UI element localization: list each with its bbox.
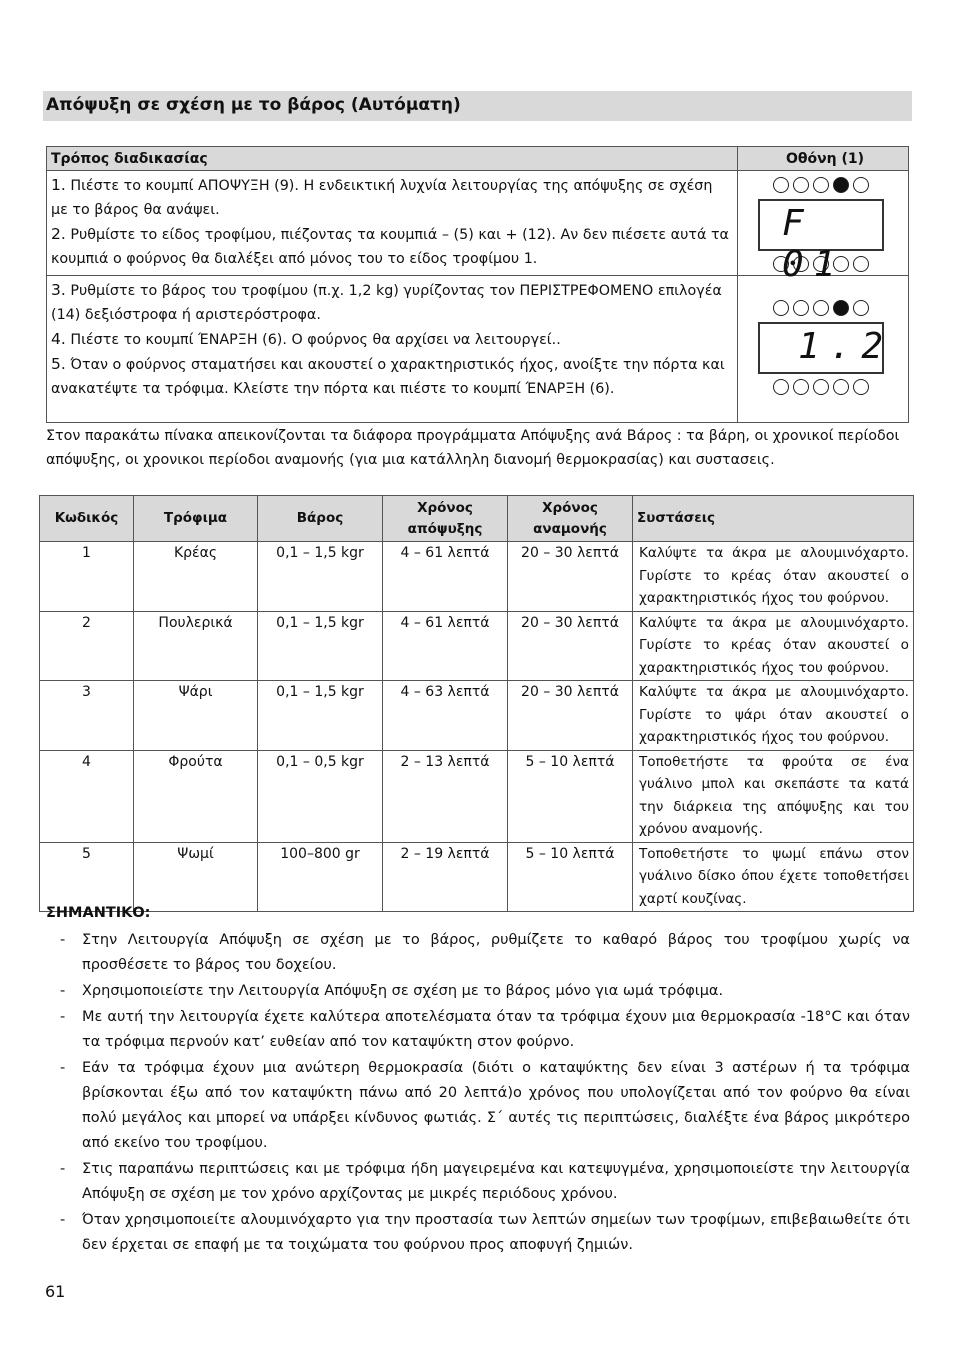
step-1	[51, 173, 733, 222]
dash-bullet: -	[60, 1212, 66, 1228]
intro-paragraph: Στον παρακάτω πίνακα απεικονίζονται τα διάφορα προγράμματα Απόψυξης ανά Βάρος : τα βάρη, οι χρονικοί περίοδοι απόψυξης, οι χρονικοι περίοδοι αναμονής (για μια κατάλληλη διανομή θερμοκρασίας) και συστασεις.	[46, 428, 900, 468]
note-text: Στις παραπάνω περιπτώσεις και με τρόφιμα ήδη μαγειρεμένα και κατεψυγμένα, χρησιμοποιείστε την λειτουργία Απόψυξη σε σχέση με τον χρόνο αρχίζοντας με μικρές περιόδους χρόνου.	[82, 1161, 910, 1202]
section-title-bar	[43, 91, 912, 121]
list-item	[60, 1208, 910, 1258]
step-text: Πιέστε το κουμπί ΈΝΑΡΞΗ (6). Ο φούρνος θα αρχίσει να λειτουργεί..	[70, 332, 561, 348]
display-panel-2	[738, 276, 909, 423]
cell-code: 3	[40, 681, 134, 751]
dash-bullet: -	[60, 983, 66, 999]
indicator-row-top	[734, 177, 908, 193]
indicator-light-on	[833, 177, 849, 193]
indicator-light-off	[853, 177, 869, 193]
step-text: Πιέστε το κουμπί ΑΠΟΨΥΞΗ (9). Η ενδεικτική λυχνία λειτουργίας της απόψυξης σε σχέση με το βάρος θα ανάψει.	[51, 178, 713, 218]
table-row	[40, 842, 914, 912]
procedure-header-row	[47, 147, 909, 171]
note-text: Με αυτή την λειτουργία έχετε καλύτερα αποτελέσματα όταν τα τρόφιμα έχουν μια θερμοκρασία -18°C και όταν τα τρόφιμα περνούν κατ’ ευθείαν από τον καταψύκτη στον φούρνο.	[82, 1009, 910, 1050]
col-header-defrost-time: Χρόνος απόψυξης	[383, 496, 508, 542]
step-2	[51, 222, 733, 271]
display-readout: F 01	[782, 203, 846, 285]
cell-recommendation: Τοποθετήστε τα φρούτα σε ένα γυάλινο μπολ και σκεπάστε τα κατά την διάρκεια της απόψυξης και του χρόνου αναμονής.	[633, 750, 914, 842]
list-item	[60, 1157, 910, 1207]
procedure-steps	[47, 171, 738, 276]
procedure-header-left: Τρόπος διαδικασίας	[47, 147, 738, 171]
indicator-light-off	[773, 300, 789, 316]
display-readout: 1.2	[798, 326, 894, 367]
cell-recommendation: Τοποθετήστε το ψωμί επάνω στον γυάλινο δίσκο όπου έχετε τοποθετήσει χαρτί κουζίνας.	[633, 842, 914, 912]
indicator-light-on	[833, 300, 849, 316]
cell-wait-time: 20 – 30 λεπτά	[508, 611, 633, 681]
indicator-light-off	[813, 300, 829, 316]
programs-table	[39, 495, 914, 912]
procedure-row	[47, 276, 909, 423]
indicator-light-off	[833, 379, 849, 395]
list-item	[60, 1005, 910, 1055]
indicator-light-off	[793, 379, 809, 395]
step-number: 4.	[51, 330, 66, 348]
cell-food: Φρούτα	[134, 750, 258, 842]
cell-weight: 0,1 – 1,5 kgr	[258, 681, 383, 751]
col-header-recommendations: Συστάσεις	[633, 496, 914, 542]
col-header-weight: Βάρος	[258, 496, 383, 542]
cell-code: 4	[40, 750, 134, 842]
cell-weight: 100–800 gr	[258, 842, 383, 912]
note-text: Εάν τα τρόφιμα έχουν μια ανώτερη θερμοκρασία (διότι ο καταψύκτης δεν είναι 3 αστέρων ή τα τρόφιμα βρίσκονται έξω από τον καταψύκτη πάνω από 20 λεπτά)ο χρόνος που υπολογίζεται από τον φούρνο θα είναι πολύ μεγάλος και μπορεί να υπάρξει κίνδυνος φωτιάς. Σ΄ αυτές τις περιπτώσεις, διαλέξτε ένα βάρος μικρότερο από εκείνο του τροφίμου.	[82, 1060, 910, 1151]
cell-wait-time: 20 – 30 λεπτά	[508, 681, 633, 751]
indicator-light-off	[853, 379, 869, 395]
cell-defrost-time: 4 – 63 λεπτά	[383, 681, 508, 751]
cell-food: Πουλερικά	[134, 611, 258, 681]
table-row	[40, 611, 914, 681]
step-4	[51, 327, 733, 352]
dash-bullet: -	[60, 1161, 66, 1177]
cell-weight: 0,1 – 1,5 kgr	[258, 542, 383, 612]
cell-recommendation: Καλύψτε τα άκρα με αλουμινόχαρτο. Γυρίστε το κρέας όταν ακουστεί ο χαρακτηριστικός ήχος του φούρνου.	[633, 611, 914, 681]
dash-bullet: -	[60, 932, 66, 948]
programs-body	[40, 542, 914, 912]
col-header-food: Τρόφιμα	[134, 496, 258, 542]
cell-weight: 0,1 – 1,5 kgr	[258, 611, 383, 681]
cell-wait-time: 20 – 30 λεπτά	[508, 542, 633, 612]
dash-bullet: -	[60, 1060, 66, 1076]
table-row	[40, 681, 914, 751]
list-item	[60, 1056, 910, 1156]
procedure-steps	[47, 276, 738, 423]
cell-wait-time: 5 – 10 λεπτά	[508, 842, 633, 912]
note-text: Στην Λειτουργία Απόψυξη σε σχέση με το βάρος, ρυθμίζετε το καθαρό βάρος του τροφίμου χωρίς να προσθέσετε το βάρος του δοχείου.	[82, 932, 910, 973]
indicator-row-bottom	[734, 379, 908, 395]
indicator-row-top	[734, 300, 908, 316]
cell-code: 2	[40, 611, 134, 681]
oven-display-screen	[758, 322, 894, 374]
cell-defrost-time: 4 – 61 λεπτά	[383, 611, 508, 681]
page-number: 61	[45, 1282, 66, 1301]
cell-code: 1	[40, 542, 134, 612]
note-text: Χρησιμοποιείστε την Λειτουργία Απόψυξη σε σχέση με το βάρος μόνο για ωμά τρόφιμα.	[82, 983, 724, 999]
procedure-header-right: Οθόνη (1)	[738, 147, 909, 171]
step-number: 1.	[51, 176, 66, 194]
list-item	[60, 979, 910, 1004]
col-header-wait-time: Χρόνος αναμονής	[508, 496, 633, 542]
step-text: Ρυθμίστε το είδος τροφίμου, πιέζοντας τα κουμπιά – (5) και + (12). Αν δεν πιέσετε αυτά τα κουμπιά ο φούρνος θα διαλέξει από μόνος του το είδος τροφίμου 1.	[51, 227, 729, 267]
indicator-light-off	[813, 177, 829, 193]
dash-bullet: -	[60, 1009, 66, 1025]
cell-recommendation: Καλύψτε τα άκρα με αλουμινόχαρτο. Γυρίστε το ψάρι όταν ακουστεί ο χαρακτηριστικός ήχος του φούρνου.	[633, 681, 914, 751]
step-5	[51, 352, 733, 401]
cell-recommendation: Καλύψτε τα άκρα με αλουμινόχαρτο. Γυρίστε το κρέας όταν ακουστεί ο χαρακτηριστικός ήχος του φούρνου.	[633, 542, 914, 612]
step-number: 3.	[51, 281, 66, 299]
step-text: Όταν ο φούρνος σταματήσει και ακουστεί ο χαρακτηριστικός ήχος, ανοίξτε την πόρτα και ανακατέψτε τα τρόφιμα. Κλείστε την πόρτα και πιέστε το κουμπί ΈΝΑΡΞΗ (6).	[51, 357, 725, 397]
indicator-light-off	[793, 177, 809, 193]
cell-defrost-time: 2 – 19 λεπτά	[383, 842, 508, 912]
cell-defrost-time: 2 – 13 λεπτά	[383, 750, 508, 842]
table-row	[40, 542, 914, 612]
procedure-table	[46, 146, 909, 423]
page-title: Απόψυξη σε σχέση με το βάρος (Αυτόματη)	[46, 95, 461, 115]
col-header-code: Κωδικός	[40, 496, 134, 542]
procedure-row	[47, 171, 909, 276]
cell-weight: 0,1 – 0,5 kgr	[258, 750, 383, 842]
indicator-light-off	[773, 379, 789, 395]
indicator-light-off	[773, 177, 789, 193]
step-3	[51, 278, 733, 327]
step-text: Ρυθμίστε το βάρος του τροφίμου (π.χ. 1,2 kg) γυρίζοντας τον ΠΕΡΙΣΤΡΕΦΟΜΕΝΟ επιλογέα (14) δεξιόστροφα ή αριστερόστροφα.	[51, 283, 722, 323]
cell-food: Κρέας	[134, 542, 258, 612]
cell-food: Ψάρι	[134, 681, 258, 751]
note-text: Όταν χρησιμοποιείτε αλουμινόχαρτο για την προστασία των λεπτών σημείων των τροφίμων, επιβεβαιωθείτε ότι δεν έρχεται σε επαφή με τα τοιχώματα του φούρνου προς αποφυγή ζημιών.	[82, 1212, 910, 1253]
indicator-light-off	[813, 379, 829, 395]
cell-defrost-time: 4 – 61 λεπτά	[383, 542, 508, 612]
important-notes-list	[60, 928, 910, 1259]
table-row	[40, 750, 914, 842]
step-number: 5.	[51, 355, 66, 373]
indicator-light-off	[793, 300, 809, 316]
list-item	[60, 928, 910, 978]
important-label: ΣΗΜΑΝΤΙΚΟ:	[46, 905, 151, 921]
display-panel-1	[738, 171, 909, 285]
cell-food: Ψωμί	[134, 842, 258, 912]
programs-header-row	[40, 496, 914, 542]
cell-code: 5	[40, 842, 134, 912]
indicator-light-off	[853, 300, 869, 316]
oven-display-screen	[758, 199, 884, 285]
cell-wait-time: 5 – 10 λεπτά	[508, 750, 633, 842]
step-number: 2.	[51, 225, 66, 243]
